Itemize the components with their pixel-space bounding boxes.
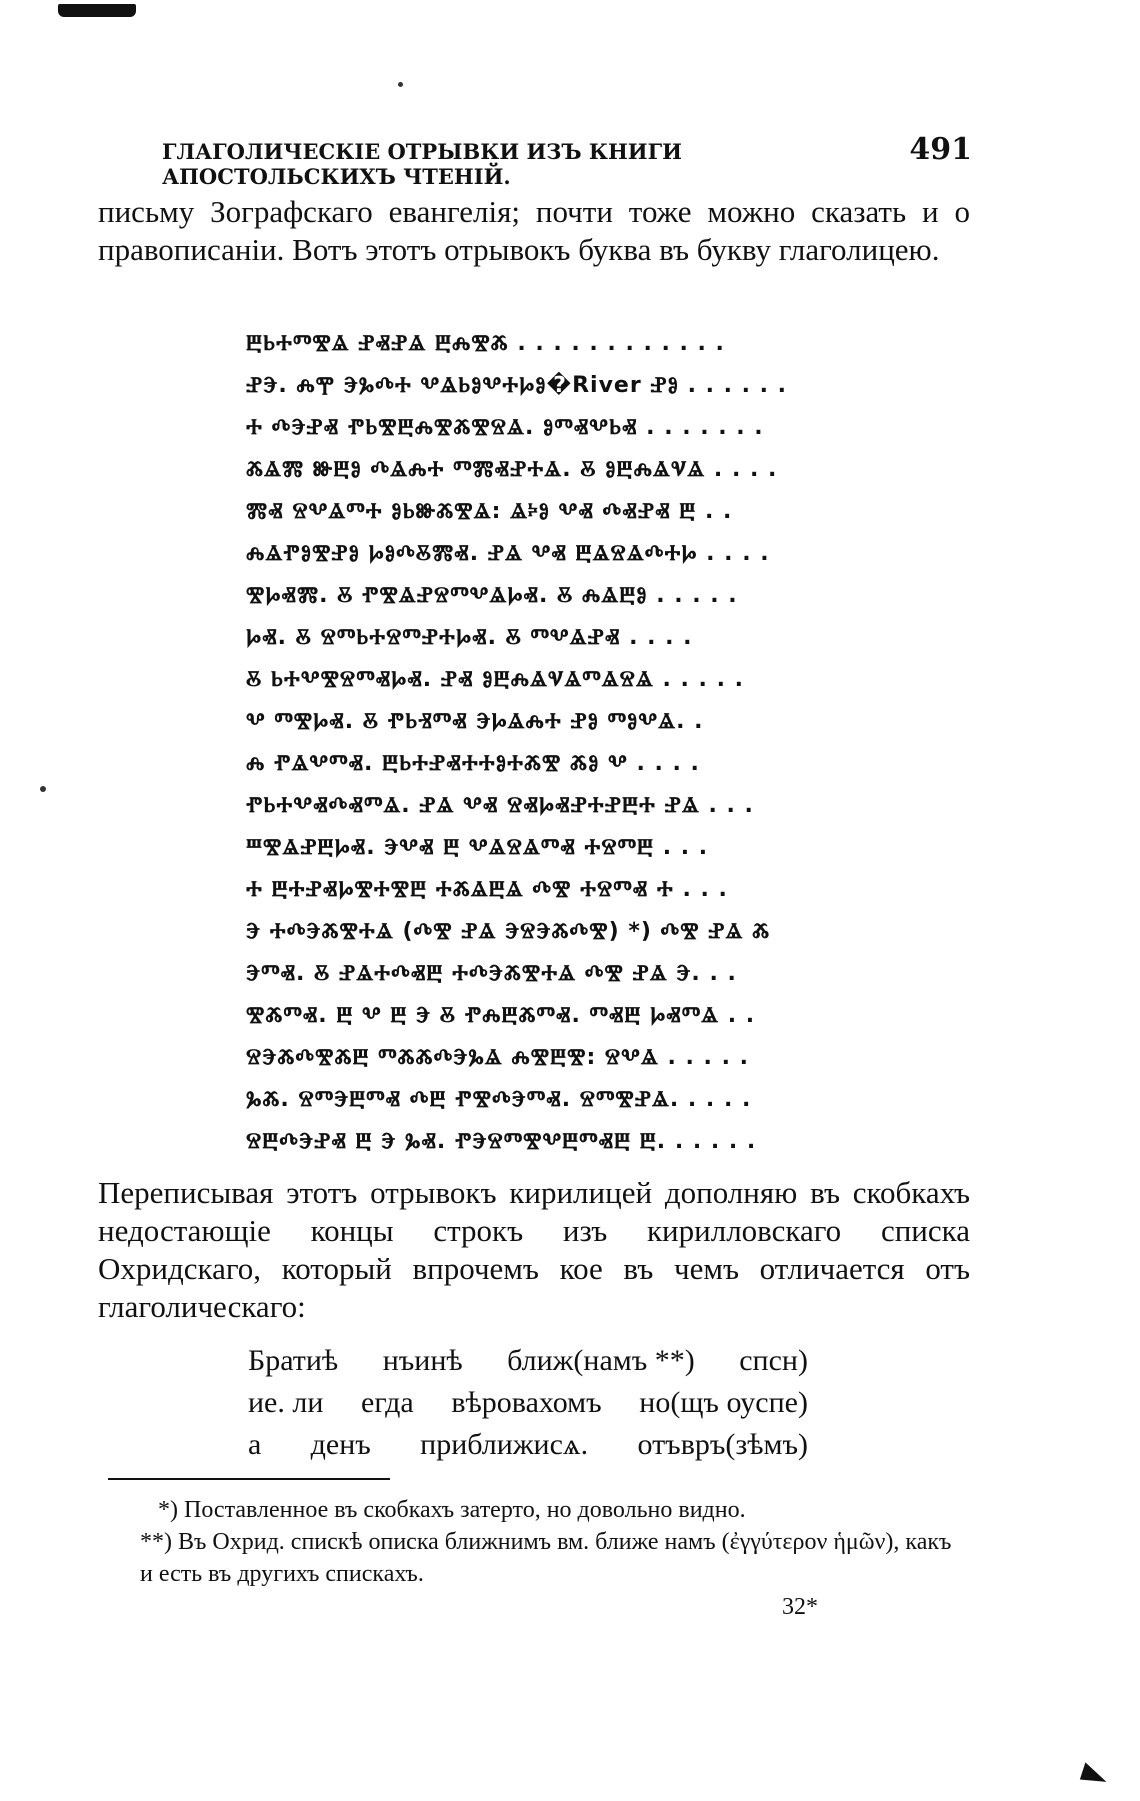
- glagolitic-line: ⰞⰊⰡⰐⰁⰘⰟ. ⰅⰂⰟ Ⰱ ⰂⰡⰔⰡⰕⰟ ⰀⰔⰕⰁ . . .: [246, 835, 709, 860]
- intro-paragraph: письму Зографскаго евангелія; почти тоже можно сказать и о правописаніи. Вотъ этотъ отрывокъ буква въ букву глаголицею.: [98, 194, 970, 267]
- word: приближисѧ.: [420, 1428, 589, 1461]
- page-number: 491: [909, 132, 972, 167]
- cyrillic-line: [248, 1382, 808, 1424]
- cyrillic-transcription: [248, 1340, 808, 1466]
- word: нъинѣ: [382, 1344, 463, 1377]
- glagolitic-text-block: [246, 323, 836, 1163]
- glagolitic-line: Ⰾ ⰒⰡⰂⰕⰟ. ⰁⰓⰀⰐⰟⰀⰀⰑⰀⰆⰊ ⰆⰑ Ⰲ . . . .: [246, 751, 700, 776]
- ink-blot: [58, 4, 136, 17]
- footnotes: [98, 1494, 970, 1590]
- word: вѣровахомъ: [451, 1386, 602, 1419]
- word: а: [248, 1428, 262, 1461]
- glagolitic-line: ⰎⰡⰒⰑⰊⰐⰑ ⰘⰑⰄⰋⰏⰟ. ⰐⰡ ⰂⰟ ⰁⰡⰔⰡⰄⰀⰘ . . . .: [246, 541, 770, 566]
- word: Братиѣ: [248, 1344, 339, 1377]
- speck: [398, 82, 403, 87]
- glagolitic-line: Ⰵ ⰀⰄⰅⰆⰊⰀⰡ (ⰄⰊ ⰐⰡ ⰅⰔⰅⰆⰄⰊ) *) ⰄⰊ ⰐⰡ Ⰶ: [246, 919, 771, 944]
- glagolitic-line: ⰒⰓⰀⰂⰟⰄⰟⰕⰡ. ⰐⰡ ⰂⰟ ⰔⰟⰘⰟⰐⰀⰐⰁⰀ ⰐⰡ . . .: [246, 793, 754, 818]
- word: денъ: [310, 1428, 371, 1461]
- glagolitic-line: ⰊⰘⰟⰏ. Ⰻ ⰒⰊⰡⰐⰔⰕⰂⰡⰘⰟ. Ⰻ ⰎⰡⰁⰑ . . . . .: [246, 583, 738, 608]
- glagolitic-line: ⰔⰁⰄⰅⰐⰟ Ⰱ Ⰵ ⰃⰟ. ⰒⰅⰔⰕⰊⰂⰁⰕⰟⰁ Ⰱ. . . . . .: [246, 1129, 757, 1154]
- cyrillic-line: [248, 1340, 808, 1382]
- speck: [40, 786, 46, 792]
- running-head: [162, 132, 972, 189]
- glagolitic-line: Ⰰ ⰄⰅⰐⰟ ⰒⰓⰊⰁⰎⰊⰆⰊⰔⰡ. ⰑⰕⰟⰂⰓⰟ . . . . . . .: [246, 415, 764, 440]
- glagolitic-line: ⰆⰡⰏ ⰖⰁⰑ ⰄⰡⰎⰀ ⰕⰏⰟⰐⰀⰡ. Ⰻ ⰑⰁⰎⰡⰜⰡ . . . .: [246, 457, 778, 482]
- glagolitic-line: ⰅⰕⰟ. Ⰻ ⰐⰡⰀⰄⰟⰁ ⰀⰄⰅⰆⰊⰀⰡ ⰄⰊ ⰐⰡ Ⰵ. . .: [246, 961, 737, 986]
- glagolitic-line: ⰊⰆⰕⰟ. Ⰱ Ⰲ Ⰱ Ⰵ Ⰻ ⰒⰎⰁⰆⰕⰟ. ⰕⰟⰁ ⰘⰟⰕⰡ . .: [246, 1003, 756, 1028]
- running-head-title: ГЛАГОЛИЧЕСКІЕ ОТРЫВКИ ИЗЪ КНИГИ АПОСТОЛЬСКИХЪ ЧТЕНІЙ.: [162, 139, 682, 189]
- glagolitic-line: Ⰲ ⰕⰊⰘⰟ. Ⰻ ⰒⰓⰠⰕⰟ ⰅⰘⰡⰎⰀ ⰐⰑ ⰕⰑⰂⰡ. .: [246, 709, 704, 734]
- signature-mark: 32*: [782, 1594, 818, 1620]
- footnote-2: **) Въ Охрид. спискѣ описка ближнимъ вм. ближе намъ (ἐγγύτερον ἡμῶν), какъ и есть въ другихъ спискахъ.: [140, 1529, 952, 1587]
- word: ближ(намъ **): [507, 1344, 695, 1377]
- glagolitic-line: Ⰰ ⰁⰀⰐⰟⰘⰊⰀⰊⰁ ⰀⰆⰡⰁⰡ ⰄⰊ ⰀⰔⰕⰟ Ⰰ . . .: [246, 877, 728, 902]
- word: ие. ли: [248, 1386, 324, 1419]
- corner-arrow-mark: [1080, 1762, 1110, 1787]
- glagolitic-line: ⰐⰅ. ⰎⰉ ⰅⰃⰄⰀ ⰂⰡⰓⰑⰂⰀⰘⰑ�River ⰐⰑ . . . . . .: [246, 373, 788, 398]
- glagolitic-line: ⰘⰟ. Ⰻ ⰔⰕⰓⰀⰔⰕⰐⰀⰘⰟ. Ⰻ ⰕⰂⰡⰐⰟ . . . .: [246, 625, 693, 650]
- glagolitic-line: Ⰻ ⰓⰀⰂⰊⰔⰕⰟⰘⰟ. ⰐⰟ ⰑⰁⰎⰡⰜⰡⰕⰡⰔⰡ . . . . .: [246, 667, 744, 692]
- glagolitic-line: ⰃⰆ. ⰔⰕⰅⰁⰕⰟ ⰄⰁ ⰒⰊⰄⰅⰕⰟ. ⰔⰕⰊⰐⰡ. . . . .: [246, 1087, 752, 1112]
- cyrillic-line: [248, 1424, 808, 1466]
- footnote-1: *) Поставленное въ скобкахъ затерто, но довольно видно.: [158, 1497, 746, 1523]
- word: но(щъ оуспе): [639, 1386, 808, 1419]
- word: егда: [361, 1386, 414, 1419]
- glagolitic-line: ⰔⰅⰆⰄⰊⰆⰁ ⰕⰆⰆⰄⰅⰃⰡ ⰎⰊⰁⰊ: ⰔⰂⰡ . . . . .: [246, 1045, 749, 1070]
- word: спсн): [739, 1344, 808, 1377]
- glagolitic-line: ⰏⰟ ⰔⰂⰡⰕⰀ ⰑⰓⰖⰆⰊⰡ: ⰡⰽⰑ ⰂⰟ ⰄⰟⰐⰟ Ⰱ . .: [246, 499, 733, 524]
- word: отъвръ(зѣмъ): [637, 1428, 808, 1461]
- outro-paragraph: Переписывая этотъ отрывокъ кирилицей дополняю въ скобкахъ недостающіе концы строкъ изъ кирилловскаго списка Охридскаго, который впрочемъ кое въ чемъ отличается отъ глаголическаго:: [98, 1175, 970, 1324]
- glagolitic-line: ⰁⰓⰀⰕⰊⰡ ⰐⰟⰐⰡ ⰁⰎⰊⰆ . . . . . . . . . . . .: [246, 331, 725, 356]
- footnote-rule: [108, 1478, 390, 1480]
